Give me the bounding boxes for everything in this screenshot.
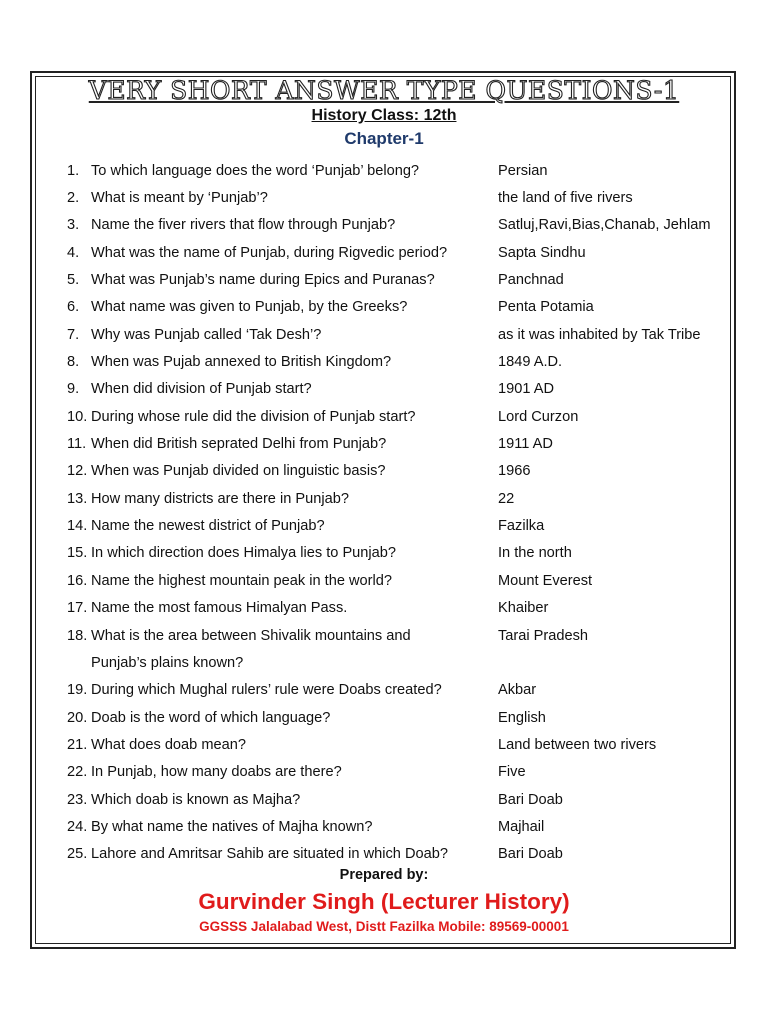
answer-text: 1901 AD [498,381,554,398]
question-text: What is meant by ‘Punjab’? [91,190,268,207]
question-row [67,567,727,594]
question-text: When did British seprated Delhi from Punjab? [91,436,387,453]
question-number: 24. [67,818,88,835]
question-row [67,622,727,649]
question-text: What does doab mean? [91,736,246,753]
question-text: Which doab is known as Majha? [91,791,301,808]
answer-text: Khaiber [498,600,549,617]
question-number: 12. [67,463,88,480]
question-number: 23. [67,791,88,808]
question-row [67,403,727,430]
answer-text: Persian [498,162,548,179]
question-text: Lahore and Amritsar Sahib are situated in which Doab? [91,846,448,863]
answer-text: Bari Doab [498,791,563,808]
answer-text: Fazilka [498,518,545,535]
question-row [67,294,727,321]
question-text-continued: Punjab’s plains known? [91,654,244,671]
question-text: Name the fiver rivers that flow through Punjab? [91,217,396,234]
question-text: Why was Punjab called ‘Tak Desh’? [91,326,322,343]
question-text: To which language does the word ‘Punjab’ belong? [91,162,420,179]
answer-text: Land between two rivers [498,736,657,753]
answer-text: English [498,709,546,726]
question-text: What was the name of Punjab, during Rigvedic period? [91,244,448,261]
question-row [67,540,727,567]
question-text: In Punjab, how many doabs are there? [91,764,342,781]
question-number: 6. [67,299,80,316]
question-row [67,430,727,457]
question-row [67,376,727,403]
question-text: What was Punjab’s name during Epics and Puranas? [91,272,435,289]
question-row [67,595,727,622]
question-number: 10. [67,408,88,425]
chapter-heading: Chapter-1 [344,129,424,148]
question-row [67,485,727,512]
answer-text: the land of five rivers [498,190,633,207]
question-list [67,157,727,868]
question-number: 17. [67,600,88,617]
answer-text: Panchnad [498,272,564,289]
question-number: 9. [67,381,80,398]
answer-text: Mount Everest [498,572,593,589]
question-number: 1. [67,162,80,179]
question-number: 7. [67,326,80,343]
question-number: 22. [67,764,88,781]
answer-text: Bari Doab [498,846,563,863]
question-number: 5. [67,272,80,289]
question-text: During which Mughal rulers’ rule were Doabs created? [91,682,442,699]
answer-text: 1966 [498,463,531,480]
question-row-continuation [67,649,727,676]
question-row [67,677,727,704]
question-number: 20. [67,709,88,726]
answer-text: 1911 AD [498,436,553,453]
prepared-by-label: Prepared by: [339,867,429,883]
question-number: 4. [67,244,80,261]
question-row [67,266,727,293]
question-row [67,212,727,239]
question-number: 11. [67,436,87,453]
answer-text: Sapta Sindhu [498,244,586,261]
question-row [67,321,727,348]
answer-text: Majhail [498,818,545,835]
question-text: How many districts are there in Punjab? [91,490,349,507]
question-number: 19. [67,682,88,699]
question-text: During whose rule did the division of Punjab start? [91,408,416,425]
answer-text: 1849 A.D. [498,354,563,371]
question-text: When did division of Punjab start? [91,381,312,398]
question-row [67,239,727,266]
answer-text: Five [498,764,526,781]
question-row [67,731,727,758]
question-text: Name the newest district of Punjab? [91,518,325,535]
question-text: By what name the natives of Majha known? [91,818,373,835]
author-name: Gurvinder Singh (Lecturer History) [198,889,570,914]
author-contact: GGSSS Jalalabad West, Distt Fazilka Mobile: 89569-00001 [199,919,569,934]
answer-text: 22 [498,490,515,507]
question-text: What name was given to Punjab, by the Greeks? [91,299,408,316]
question-number: 21. [67,736,88,753]
question-text: What is the area between Shivalik mountains and [91,627,411,644]
answer-text: as it was inhabited by Tak Tribe [498,326,701,343]
question-number: 2. [67,190,80,207]
question-row [67,348,727,375]
question-text: Name the highest mountain peak in the world? [91,572,392,589]
answer-text: Satluj,Ravi,Bias,Chanab, Jehlam [498,217,711,234]
question-row [67,813,727,840]
page-title: VERY SHORT ANSWER TYPE QUESTIONS-1 [88,76,680,105]
question-row [67,704,727,731]
question-row [67,184,727,211]
question-number: 18. [67,627,88,644]
class-subtitle: History Class: 12th [311,107,457,124]
question-row [67,786,727,813]
answer-text: Akbar [498,682,537,699]
question-text: Name the most famous Himalyan Pass. [91,600,348,617]
question-text: In which direction does Himalya lies to Punjab? [91,545,397,562]
question-row [67,458,727,485]
question-number: 3. [67,217,80,234]
question-row [67,157,727,184]
question-row [67,841,727,868]
answer-text: Tarai Pradesh [498,627,589,644]
question-number: 15. [67,545,88,562]
question-row [67,512,727,539]
question-number: 14. [67,518,88,535]
question-text: When was Punjab divided on linguistic basis? [91,463,386,480]
question-number: 8. [67,354,80,371]
question-text: When was Pujab annexed to British Kingdom? [91,354,392,371]
question-row [67,759,727,786]
answer-text: In the north [498,545,572,562]
question-number: 13. [67,490,88,507]
question-number: 16. [67,572,88,589]
answer-text: Penta Potamia [498,299,594,316]
answer-text: Lord Curzon [498,408,579,425]
question-text: Doab is the word of which language? [91,709,331,726]
question-number: 25. [67,846,88,863]
